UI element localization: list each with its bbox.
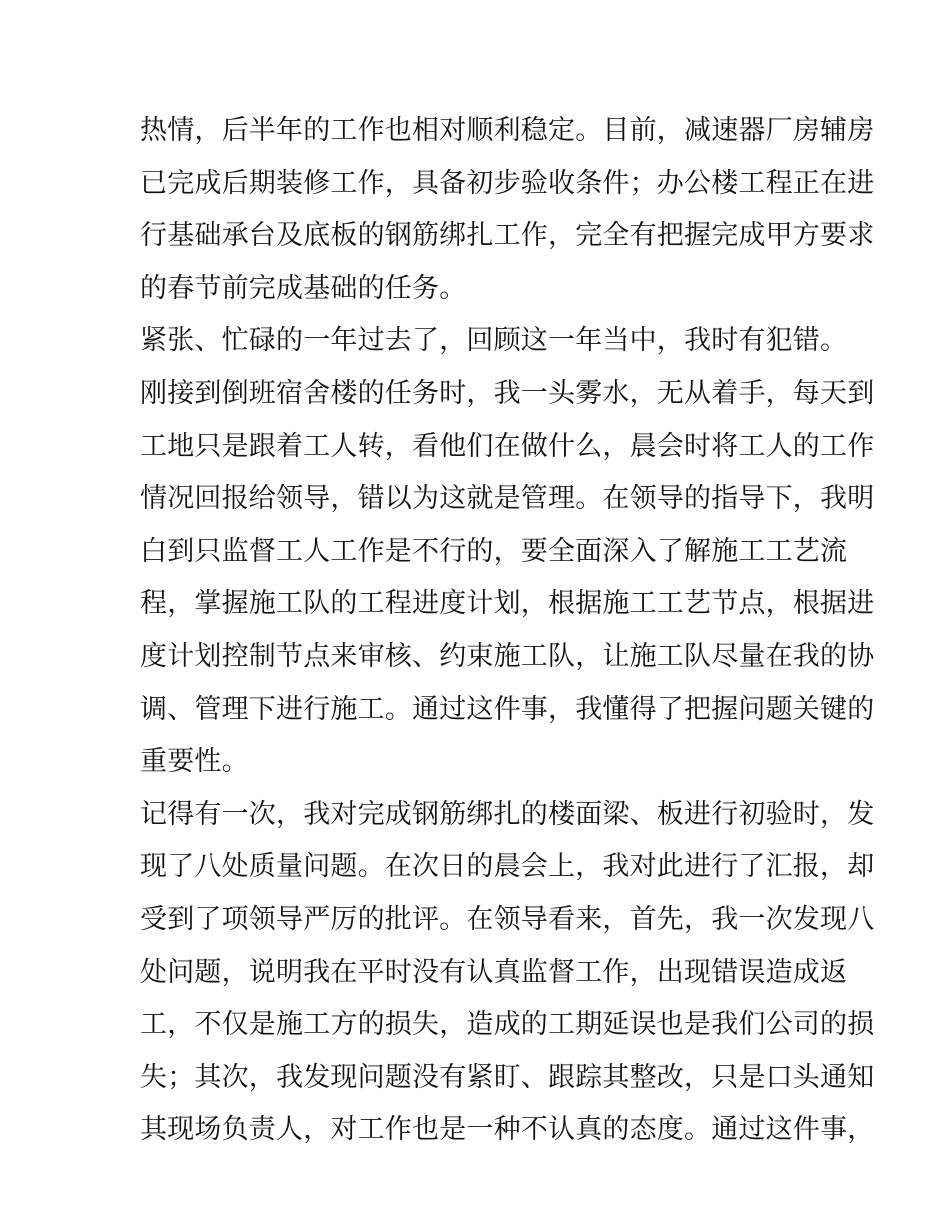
- text-line: 程，掌握施工队的工程进度计划，根据施工工艺节点，根据进: [140, 588, 875, 620]
- text-line: 情况回报给领导，错以为这就是管理。在领导的指导下，我明: [140, 483, 875, 515]
- text-line: 工，不仅是施工方的损失，造成的工期延误也是我们公司的损: [140, 1009, 875, 1041]
- text-line: 失；其次，我发现问题没有紧盯、跟踪其整改，只是口头通知: [140, 1061, 875, 1093]
- text-line: 调、管理下进行施工。通过这件事，我懂得了把握问题关键的: [140, 693, 875, 725]
- text-line: 记得有一次，我对完成钢筋绑扎的楼面梁、板进行初验时，发: [140, 798, 875, 830]
- text-line: 的春节前完成基础的任务。: [140, 272, 467, 304]
- text-line: 处问题，说明我在平时没有认真监督工作，出现错误造成返: [140, 956, 848, 988]
- text-line: 白到只监督工人工作是不行的，要全面深入了解施工工艺流: [140, 535, 848, 567]
- body-text: [140, 105, 875, 1157]
- text-line: 重要性。: [140, 746, 249, 778]
- text-line: 度计划控制节点来审核、约束施工队，让施工队尽量在我的协: [140, 640, 875, 672]
- text-line: 行基础承台及底板的钢筋绑扎工作，完全有把握完成甲方要求: [140, 220, 875, 252]
- text-line: 受到了项领导严厉的批评。在领导看来，首先，我一次发现八: [140, 903, 875, 935]
- text-line: 工地只是跟着工人转，看他们在做什么，晨会时将工人的工作: [140, 430, 875, 462]
- text-line: 紧张、忙碌的一年过去了，回顾这一年当中，我时有犯错。: [140, 325, 848, 357]
- text-line: 现了八处质量问题。在次日的晨会上，我对此进行了汇报，却: [140, 851, 875, 883]
- text-line: 刚接到倒班宿舍楼的任务时，我一头雾水，无从着手，每天到: [140, 377, 875, 409]
- text-line: 热情，后半年的工作也相对顺利稳定。目前，减速器厂房辅房: [140, 115, 875, 146]
- text-line: 已完成后期装修工作，具备初步验收条件；办公楼工程正在进: [140, 167, 875, 199]
- text-line: 其现场负责人，对工作也是一种不认真的态度。通过这件事，: [140, 1114, 875, 1146]
